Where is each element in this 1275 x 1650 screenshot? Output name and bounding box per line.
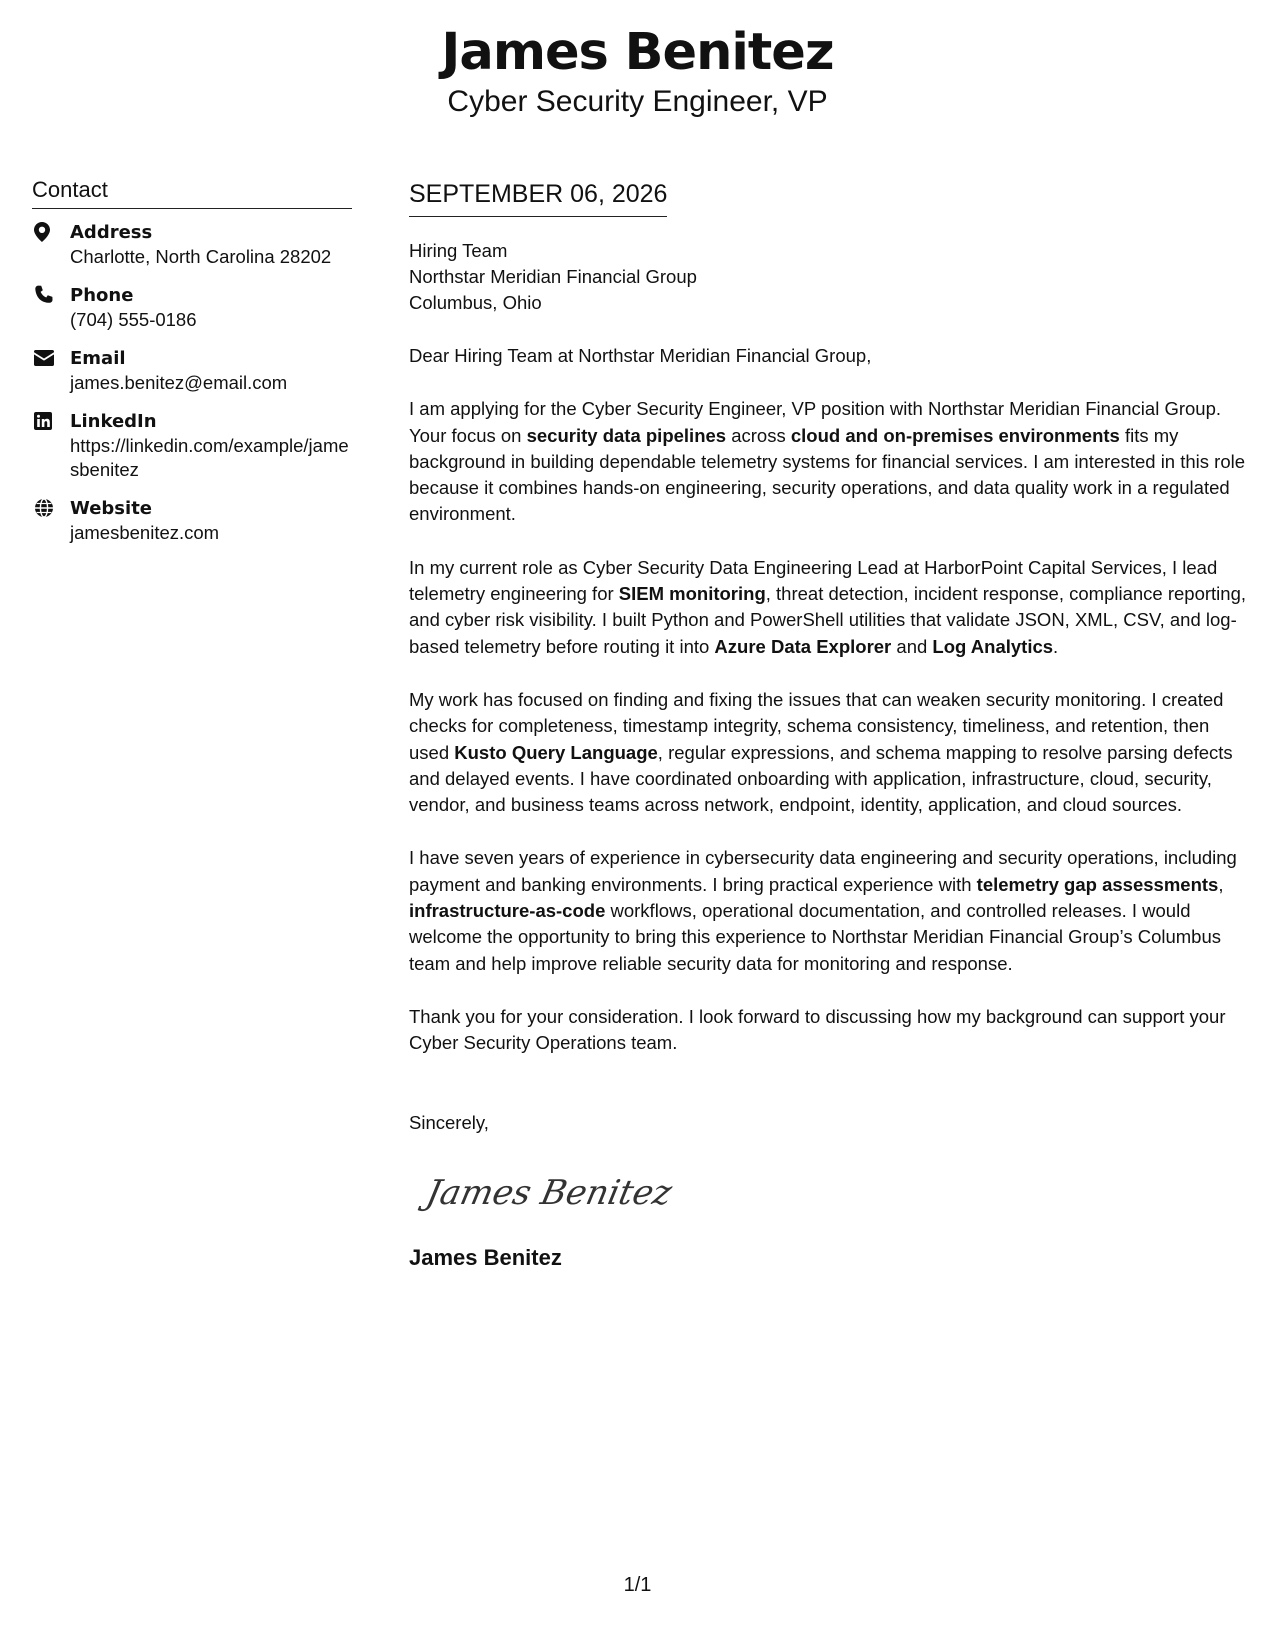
- applicant-name: James Benitez: [441, 23, 834, 82]
- phone-value: (704) 555-0186: [70, 309, 197, 330]
- contact-item-phone: [32, 284, 352, 332]
- recipient-line: Hiring Team: [409, 240, 508, 261]
- recipient-block: [409, 238, 1251, 316]
- page-number: 1/1: [623, 1574, 652, 1596]
- recipient-location: Columbus, Ohio: [409, 292, 542, 313]
- paragraph-current-role: In my current role as Cyber Security Data Engineering Lead at HarborPoint Capital Services, I lead telemetry engineering for SIEM monitoring, threat detection, incident response, compliance reporting, and cyber risk visibility. I built Python and PowerShell utilities that validate JSON, XML, CSV, and log-based telemetry before routing it into Azure Data Explorer and Log Analytics.: [409, 556, 1247, 657]
- applicant-role: Cyber Security Engineer, VP: [447, 85, 828, 118]
- greeting: Dear Hiring Team at Northstar Meridian Financial Group,: [409, 345, 872, 366]
- contact-label: Phone: [70, 285, 134, 306]
- contact-label: Email: [70, 348, 126, 369]
- globe-icon: [32, 497, 70, 519]
- email-value: james.benitez@email.com: [70, 372, 288, 393]
- paragraph-intro: I am applying for the Cyber Security Engineer, VP position with Northstar Meridian Financial Group. Your focus on security data pipelines across cloud and on-premises environments fits my background in building dependable telemetry systems for financial services. I am interested in this role because it combines hands-on engineering, security operations, and data quality work in a regulated environment.: [409, 398, 1246, 525]
- contact-label: Address: [70, 222, 153, 243]
- linkedin-value[interactable]: https://linkedin.com/example/jamesbenitez: [70, 435, 349, 480]
- closing: Sincerely,: [409, 1111, 489, 1133]
- contact-item-address: [32, 221, 352, 269]
- letter-header: [0, 22, 1275, 120]
- paragraph-work-focus: My work has focused on finding and fixing the issues that can weaken security monitoring. I created checks for completeness, timestamp integrity, schema consistency, timeliness, and retention, then used Kusto Query Language, regular expressions, and schema mapping to resolve parsing defects and delayed events. I have coordinated onboarding with application, infrastructure, cloud, security, vendor, and business teams across network, endpoint, identity, application, and cloud sources.: [409, 688, 1233, 816]
- letter-body: [409, 178, 1251, 1272]
- contact-item-linkedin: [32, 410, 352, 482]
- contact-label: LinkedIn: [70, 411, 157, 432]
- recipient-company: Northstar Meridian Financial Group: [409, 266, 697, 287]
- contact-list: [32, 221, 352, 545]
- contact-label: Website: [70, 498, 153, 519]
- signed-name: James Benitez: [409, 1244, 562, 1270]
- linkedin-icon: [32, 410, 70, 432]
- handwritten-signature: James Benitez: [422, 1172, 676, 1213]
- envelope-icon: [32, 347, 70, 369]
- phone-icon: [32, 284, 70, 306]
- address-value: Charlotte, North Carolina 28202: [70, 246, 332, 267]
- website-value[interactable]: jamesbenitez.com: [70, 522, 220, 543]
- contact-item-website: [32, 497, 352, 545]
- contact-item-email: [32, 347, 352, 395]
- paragraph-experience: I have seven years of experience in cybersecurity data engineering and security operations, including payment and banking environments. I bring practical experience with telemetry gap assessments, infrastructure-as-code workflows, operational documentation, and controlled releases. I would welcome the opportunity to bring this experience to Northstar Meridian Financial Group’s Columbus team and help improve reliable security data for monitoring and response.: [409, 847, 1237, 974]
- paragraph-thanks: Thank you for your consideration. I look forward to discussing how my background can support your Cyber Security Operations team.: [409, 1005, 1226, 1054]
- contact-section-title: Contact: [32, 176, 352, 209]
- map-pin-icon: [32, 221, 70, 243]
- contact-sidebar: [32, 176, 352, 560]
- date-block: [409, 178, 667, 217]
- letter-date: SEPTEMBER 06, 2026: [409, 180, 668, 208]
